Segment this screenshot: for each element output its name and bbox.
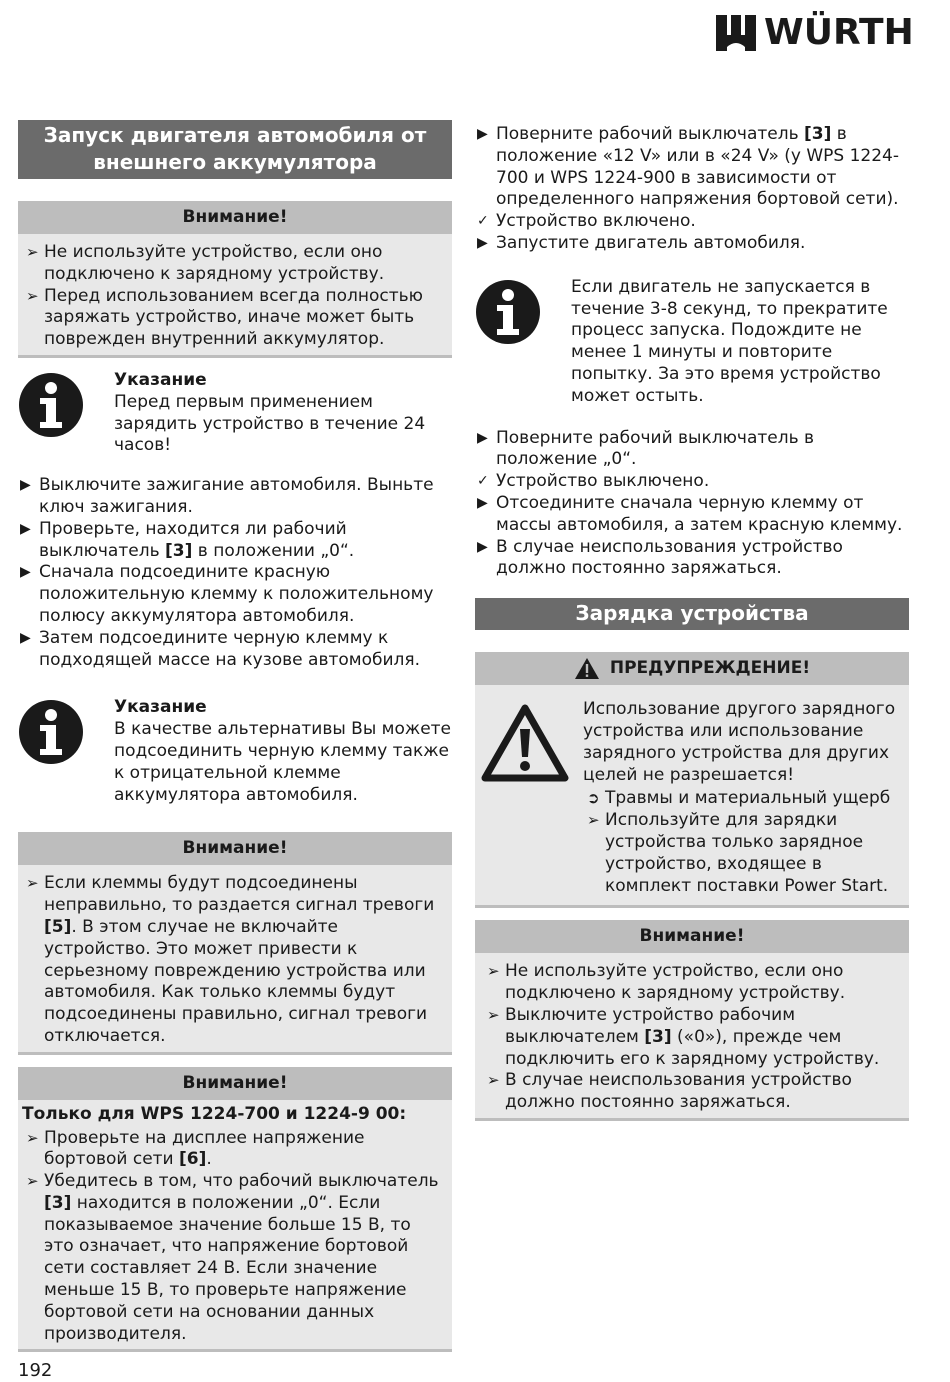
list-item: ➢ Если клеммы будут подсоединены неправильно, то раздается сигнал тревоги [5]. В этом случае не включайте устройство. Это может привести к серьезному повреждению устройства или автомобиля. Как только клеммы будут подсоединены правильно, сигнал тревоги отключается. xyxy=(26,873,435,1046)
caution-box-3 xyxy=(18,1067,452,1353)
reference-number: [6] xyxy=(179,1149,207,1170)
note-text: В качестве альтернативы Вы можете подсоединить черную клемму также к отрицательной клемме аккумулятора автомобиля. xyxy=(114,719,452,805)
note-block-3 xyxy=(475,277,909,408)
chevron-right-icon: ➢ xyxy=(26,243,39,261)
note-block-1 xyxy=(18,370,452,457)
triangle-right-icon: ▶ xyxy=(477,234,488,251)
caution-box-2 xyxy=(18,832,452,1054)
warning-heading: ПРЕДУПРЕЖДЕНИЕ! xyxy=(609,658,811,679)
list-item: ➢ Убедитесь в том, что рабочий выключатель [3] находится в положении „0“. Если показываемое значение больше 15 В, то это означает, что напряжение бортовой сети составляет 24 В. Если значение меньше 15 В, то проверьте напряжение бортовой сети на основании данных производителя. xyxy=(26,1171,439,1344)
chevron-right-icon: ➢ xyxy=(587,811,600,830)
wurth-logo xyxy=(716,12,914,54)
triangle-right-icon: ▶ xyxy=(20,629,31,646)
list-item: ▶ Выключите зажигание автомобиля. Выньте ключ зажигания. xyxy=(20,475,434,517)
chevron-right-icon: ➢ xyxy=(487,1071,500,1090)
list-item: ▶ В случае неиспользования устройство должно постоянно заряжаться. xyxy=(477,536,843,579)
info-icon xyxy=(18,699,84,765)
triangle-right-icon: ▶ xyxy=(477,429,488,446)
brand-name: WÜRTH xyxy=(764,12,914,53)
list-item: ➢ Проверьте на дисплее напряжение бортовой сети [6]. xyxy=(26,1127,365,1170)
check-icon: ✓ xyxy=(477,213,489,230)
list-item: ✓ Устройство включено. xyxy=(477,211,696,232)
note-text: Если двигатель не запускается в течение 3-8 секунд, то прекратите процесс запуска. Подождите не менее 1 минуты и повторите попытку. За это время устройство может остыть. xyxy=(571,276,888,406)
reference-number: [5] xyxy=(44,916,72,937)
chevron-right-icon: ➢ xyxy=(26,874,39,893)
note-title: Указание xyxy=(114,369,207,390)
info-icon xyxy=(18,372,84,438)
chevron-right-icon: ➢ xyxy=(26,1172,39,1191)
reference-number: [3] xyxy=(804,124,832,144)
wurth-logo-mark-icon xyxy=(716,13,756,53)
steps-list xyxy=(475,124,909,255)
section-title-charging: Зарядка устройства xyxy=(475,598,909,630)
caution-box-4 xyxy=(475,920,909,1121)
triangle-right-icon: ▶ xyxy=(477,494,488,511)
reference-number: [3] xyxy=(44,1192,72,1213)
triangle-right-icon: ▶ xyxy=(20,520,31,537)
list-item: ▶ Поверните рабочий выключатель [3] в положение «12 V» или в «24 V» (у WPS 1224-700 и WPS 1224-900 в зависимости от определенного напряжения бортовой сети). xyxy=(477,124,900,210)
caution-heading: Внимание! xyxy=(18,832,452,865)
note-block-2 xyxy=(18,697,452,806)
reference-number: [3] xyxy=(644,1026,672,1047)
info-icon xyxy=(475,279,541,345)
steps-list xyxy=(18,475,452,671)
triangle-right-icon: ▶ xyxy=(20,564,31,581)
triangle-right-icon: ▶ xyxy=(477,538,488,555)
list-item: ✓ Устройство выключено. xyxy=(477,471,710,492)
list-item: ➢ Используйте для зарядки устройства только зарядное устройство, входящее в комплект поставки Power Start. xyxy=(587,810,889,896)
warning-list xyxy=(583,788,901,897)
list-item: ▶ Запустите двигатель автомобиля. xyxy=(477,232,806,253)
list-item: ▶ Сначала подсоедините красную положительную клемму к положительному полюсу аккумулятора автомобиля. xyxy=(20,562,434,626)
warning-heading-bar xyxy=(475,652,909,685)
caution-list xyxy=(479,961,901,1114)
check-icon: ✓ xyxy=(477,473,489,490)
list-item: ➲ Травмы и материальный ущерб xyxy=(587,788,891,809)
warning-box xyxy=(475,652,909,908)
note-title: Указание xyxy=(114,697,207,718)
caution-box-1 xyxy=(18,201,452,358)
chevron-right-icon: ➢ xyxy=(487,1005,500,1024)
chevron-right-icon: ➢ xyxy=(26,286,39,305)
list-item: ➢ В случае неиспользования устройство должно постоянно заряжаться. xyxy=(487,1070,852,1113)
caution-list xyxy=(22,873,444,1047)
caution-list xyxy=(22,242,444,351)
list-item: ▶ Затем подсоедините черную клемму к подходящей массе на кузове автомобиля. xyxy=(20,627,421,670)
left-column xyxy=(18,120,452,1352)
steps-list xyxy=(475,428,909,581)
caution-list xyxy=(22,1128,444,1346)
list-item: ➢ Не используйте устройство, если оно подключено к зарядному устройству. xyxy=(26,242,385,284)
note-text: Перед первым применением зарядить устройство в течение 24 часов! xyxy=(114,391,426,456)
warning-large-icon xyxy=(481,703,569,783)
chevron-right-icon: ➢ xyxy=(26,1128,39,1147)
caution-heading: Внимание! xyxy=(18,201,452,234)
model-restriction-heading: Только для WPS 1224-700 и 1224-9 00: xyxy=(22,1103,407,1124)
triangle-right-icon: ▶ xyxy=(20,477,31,494)
warning-text: Использование другого зарядного устройства или использование зарядного устройства для других целей не разрешается! xyxy=(583,699,896,785)
list-item: ➢ Перед использованием всегда полностью заряжать устройство, иначе может быть поврежден внутренний аккумулятор. xyxy=(26,285,423,350)
list-item: ▶ Отсоедините сначала черную клемму от массы автомобиля, а затем красную клемму. xyxy=(477,492,903,535)
triangle-right-icon: ▶ xyxy=(477,126,488,142)
warning-triangle-icon xyxy=(574,657,600,680)
list-item: ▶ Проверьте, находится ли рабочий выключатель [3] в положении „0“. xyxy=(20,518,355,561)
list-item: ➢ Выключите устройство рабочим выключателем [3] («0»), прежде чем подключить его к зарядному устройству. xyxy=(487,1004,880,1069)
caution-heading: Внимание! xyxy=(475,920,909,953)
section-title-jump-start: Запуск двигателя автомобиля от внешнего аккумулятора xyxy=(18,120,452,179)
page-number: 192 xyxy=(18,1360,53,1381)
right-column xyxy=(475,124,909,1121)
list-item: ➢ Не используйте устройство, если оно подключено к зарядному устройству. xyxy=(487,961,846,1004)
list-item: ▶ Поверните рабочий выключатель в положение „0“. xyxy=(477,427,815,470)
caution-heading: Внимание! xyxy=(18,1067,452,1100)
chevron-right-icon: ➢ xyxy=(487,962,500,981)
reference-number: [3] xyxy=(165,540,193,561)
consequence-arrow-icon: ➲ xyxy=(587,789,600,808)
